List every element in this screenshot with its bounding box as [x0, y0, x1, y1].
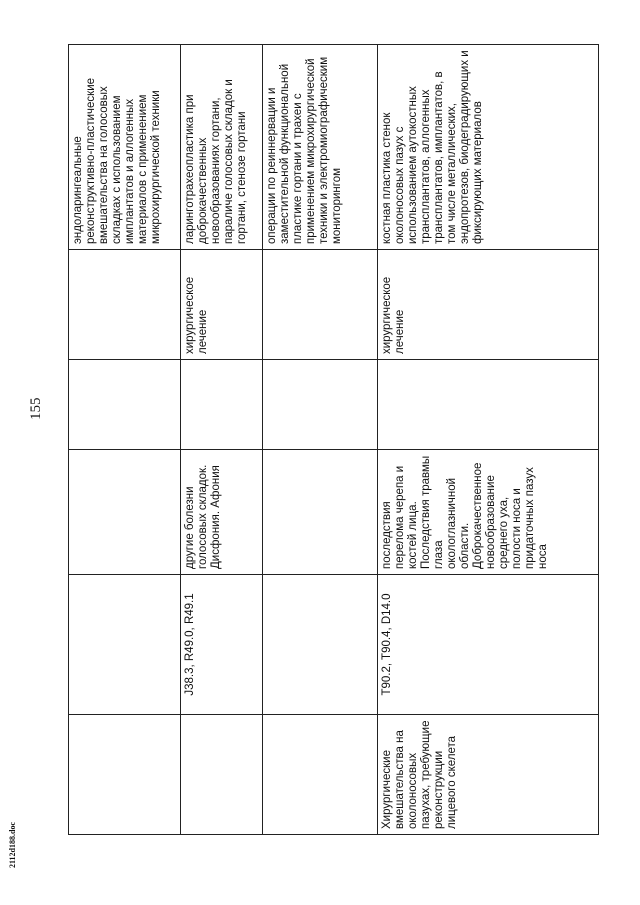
- cell-procedure-group: [181, 715, 263, 835]
- cell-treatment-method: костная пластика стенок околоносовых пазух с использованием аутокостных трансплантатов, аллогенных трансплантатов, имплантатов, в том числе металлических, эндопротезов, биодеградирующих и фиксирующих материалов: [378, 45, 599, 250]
- medical-procedures-table: [68, 44, 599, 835]
- table-row: [378, 45, 599, 835]
- rotated-table-wrapper: [68, 45, 598, 835]
- cell-treatment-method: ларинготрахеопластика при доброкачественных новообразованиях гортани, параличе голосовых складок и гортани, стенозе гортани: [181, 45, 263, 250]
- page-number: 155: [28, 397, 44, 420]
- cell-treatment-type: [69, 250, 181, 360]
- cell-treatment-type: хирургическое лечение: [378, 250, 599, 360]
- cell-treatment-method: эндоларингеальные реконструктивно-пластические вмешательства на голосовых складках с использованием имплантатов и аллогенных материалов с применением микрохирургической техники: [69, 45, 181, 250]
- table-row: [69, 45, 181, 835]
- cell-treatment-method: операции по реиннервации и заместительной функциональной пластике гортани и трахеи с применением микрохирургической техники и электромиографическим мониторингом: [263, 45, 378, 250]
- cell-procedure-group: Хирургические вмешательства на околоносовых пазухах, требующие реконструкции лицевого скелета: [378, 715, 599, 835]
- cell-treatment-type: хирургическое лечение: [181, 250, 263, 360]
- cell-procedure-group: [69, 715, 181, 835]
- table-row: [181, 45, 263, 835]
- cell-patient-model: [69, 360, 181, 450]
- cell-icd-codes: [263, 575, 378, 715]
- cell-patient-model: [263, 360, 378, 450]
- cell-diagnosis: последствия перелома черепа и костей лица. Последствия травмы глаза окологлазничной области. Доброкачественное новообразование среднего уха, полости носа и придаточных пазух носа: [378, 450, 599, 575]
- table-row: [263, 45, 378, 835]
- cell-diagnosis: [69, 450, 181, 575]
- cell-icd-codes: [69, 575, 181, 715]
- cell-diagnosis: другие болезни голосовых складок. Дисфония. Афония: [181, 450, 263, 575]
- cell-patient-model: [181, 360, 263, 450]
- cell-icd-codes: T90.2, T90.4, D14.0: [378, 575, 599, 715]
- footer-filename: 2112d188.doc: [8, 821, 17, 868]
- cell-diagnosis: [263, 450, 378, 575]
- cell-procedure-group: [263, 715, 378, 835]
- cell-treatment-type: [263, 250, 378, 360]
- cell-icd-codes: J38.3, R49.0, R49.1: [181, 575, 263, 715]
- cell-patient-model: [378, 360, 599, 450]
